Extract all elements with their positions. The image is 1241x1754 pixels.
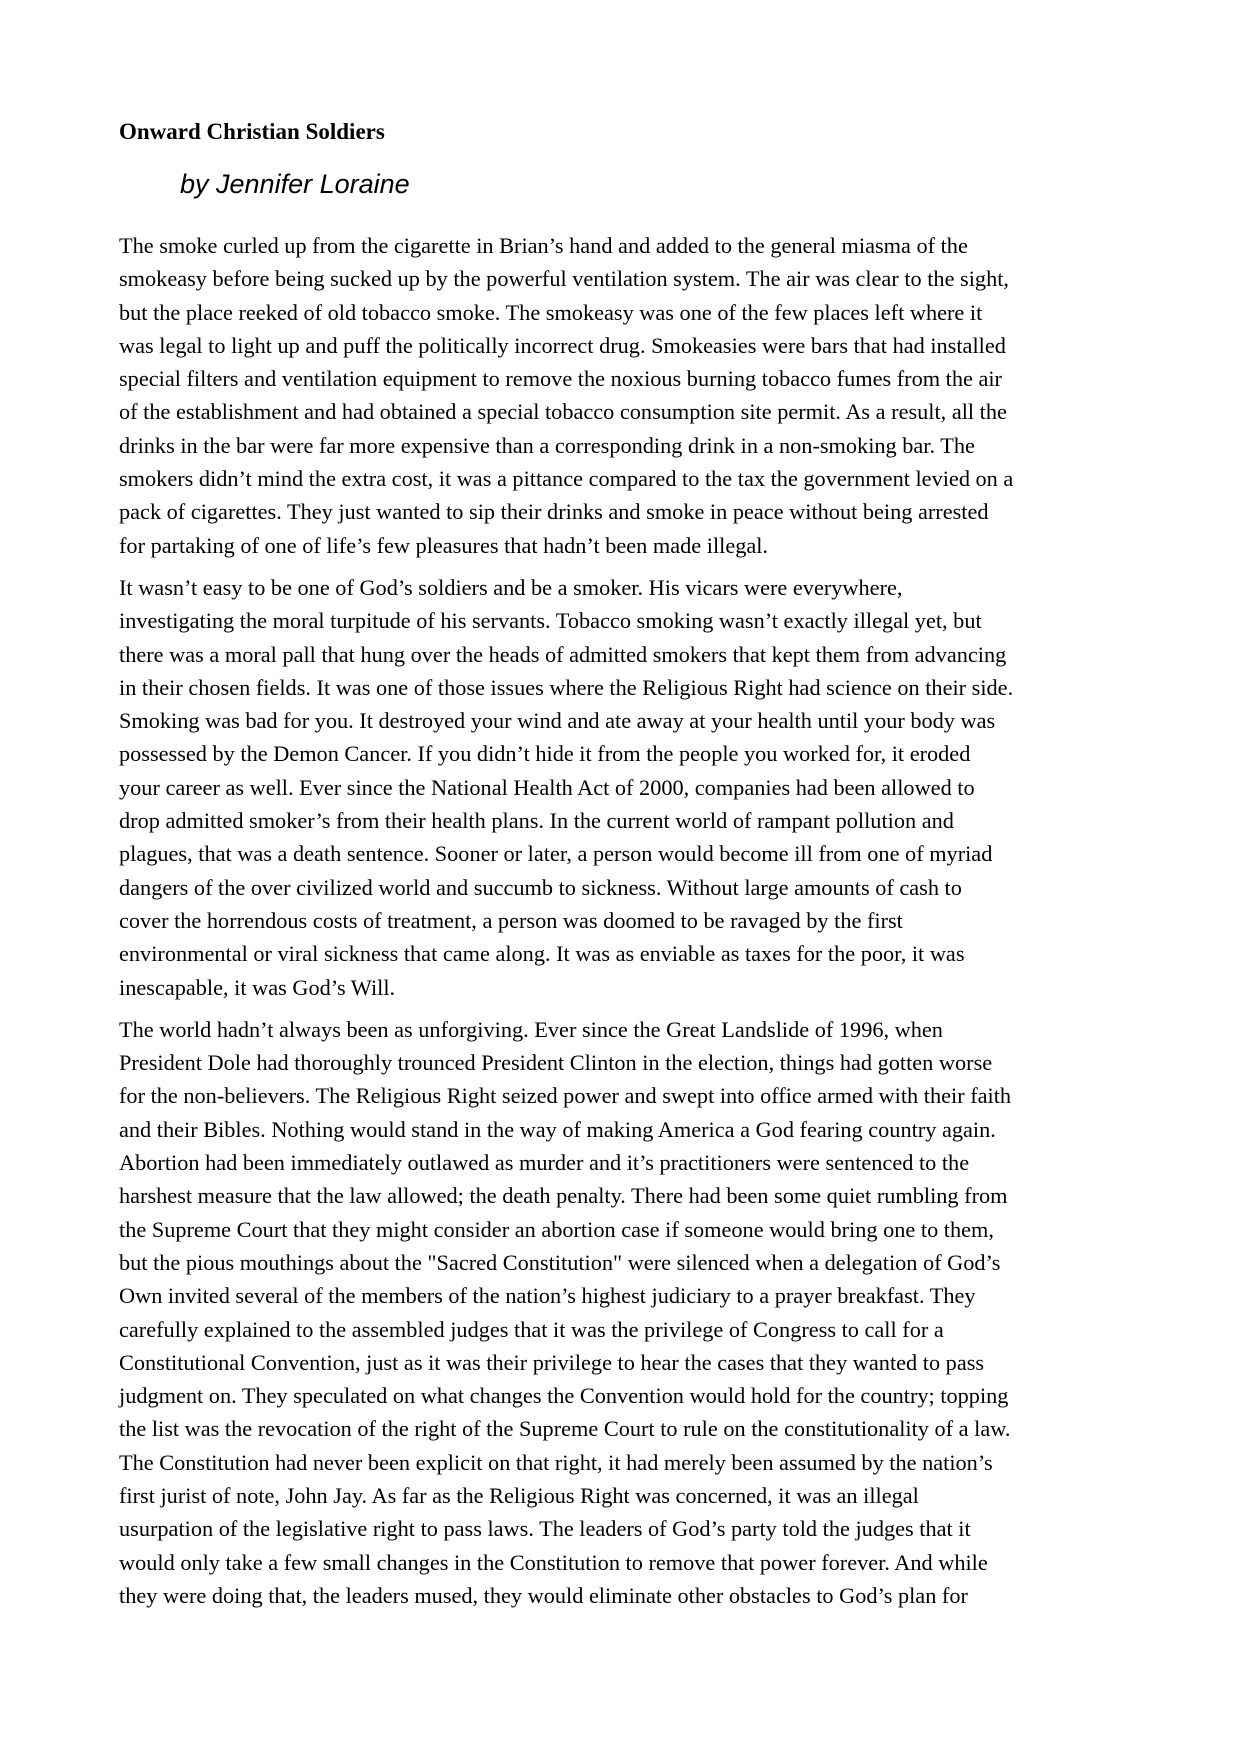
paragraph-2 (119, 571, 1129, 1004)
paragraph-3 (119, 1013, 1129, 1612)
text-line: smokers didn’t mind the extra cost, it was a pittance compared to the tax the government levied on a (119, 466, 1014, 492)
text-line: drop admitted smoker’s from their health plans. In the current world of rampant pollution and (119, 808, 954, 834)
text-line: Constitutional Convention, just as it was their privilege to hear the cases that they wanted to pass (119, 1349, 985, 1375)
text-line: The world hadn’t always been as unforgiving. Ever since the Great Landslide of 1996, when (119, 1016, 943, 1042)
text-line: The Constitution had never been explicit on that right, it had merely been assumed by the nation’s (119, 1449, 993, 1475)
text-line: and their Bibles. Nothing would stand in the way of making America a God fearing country again. (119, 1116, 996, 1142)
text-line: was legal to light up and puff the politically incorrect drug. Smokeasies were bars that had installed (119, 332, 1006, 358)
text-line: Abortion had been immediately outlawed as murder and it’s practitioners were sentenced to the (119, 1150, 970, 1176)
text-line: usurpation of the legislative right to pass laws. The leaders of God’s party told the judges that it (119, 1516, 971, 1542)
story-body (119, 229, 1129, 1621)
text-line: President Dole had thoroughly trounced President Clinton in the election, things had gotten worse (119, 1050, 993, 1076)
text-line: there was a moral pall that hung over the heads of admitted smokers that kept them from advancing (119, 641, 1007, 667)
text-line: the Supreme Court that they might consider an abortion case if someone would bring one to them, (119, 1216, 994, 1242)
text-line: for partaking of one of life’s few pleasures that hadn’t been made illegal. (119, 532, 769, 558)
text-line: environmental or viral sickness that came along. It was as enviable as taxes for the poor, it was (119, 941, 965, 967)
text-line: for the non-believers. The Religious Right seized power and swept into office armed with their faith (119, 1083, 1012, 1109)
text-line: in their chosen fields. It was one of those issues where the Religious Right had science on their side. (119, 674, 1014, 700)
text-line: carefully explained to the assembled judges that it was the privilege of Congress to call for a (119, 1316, 944, 1342)
text-line: It wasn’t easy to be one of God’s soldiers and be a smoker. His vicars were everywhere, (119, 574, 903, 600)
text-line: investigating the moral turpitude of his servants. Tobacco smoking wasn’t exactly illegal yet, but (119, 608, 982, 634)
author-byline: by Jennifer Loraine (180, 169, 410, 199)
text-line: cover the horrendous costs of treatment, a person was doomed to be ravaged by the first (119, 907, 903, 933)
text-line: drinks in the bar were far more expensive than a corresponding drink in a non-smoking bar. The (119, 432, 975, 458)
text-line: they were doing that, the leaders mused, they would eliminate other obstacles to God’s plan for (119, 1582, 968, 1608)
text-line: harshest measure that the law allowed; the death penalty. There had been some quiet rumbling from (119, 1183, 1008, 1209)
text-line: Smoking was bad for you. It destroyed your wind and ate away at your health until your body was (119, 708, 996, 734)
text-line: Own invited several of the members of the nation’s highest judiciary to a prayer breakfast. They (119, 1283, 976, 1309)
text-line: first jurist of note, John Jay. As far as the Religious Right was concerned, it was an illegal (119, 1482, 919, 1508)
text-line: plagues, that was a death sentence. Sooner or later, a person would become ill from one of myriad (119, 841, 993, 867)
text-line: The smoke curled up from the cigarette in Brian’s hand and added to the general miasma of the (119, 233, 968, 258)
text-line: special filters and ventilation equipment to remove the noxious burning tobacco fumes from the air (119, 366, 1002, 392)
text-line: smokeasy before being sucked up by the powerful ventilation system. The air was clear to the sight, (119, 266, 1009, 292)
text-line: judgment on. They speculated on what changes the Convention would hold for the country; topping (119, 1383, 1009, 1409)
document-title: Onward Christian Soldiers (119, 119, 385, 144)
text-line: dangers of the over civilized world and succumb to sickness. Without large amounts of cash to (119, 874, 962, 900)
paragraph-1 (119, 229, 1129, 562)
text-line: your career as well. Ever since the National Health Act of 2000, companies had been allowed to (119, 774, 975, 800)
text-line: but the pious mouthings about the "Sacred Constitution" were silenced when a delegation of God’s (119, 1249, 1001, 1275)
text-line: but the place reeked of old tobacco smoke. The smokeasy was one of the few places left where it (119, 299, 983, 325)
text-line: would only take a few small changes in the Constitution to remove that power forever. And while (119, 1549, 988, 1575)
text-line: of the establishment and had obtained a special tobacco consumption site permit. As a result, all the (119, 399, 1007, 425)
text-line: the list was the revocation of the right of the Supreme Court to rule on the constitutionality of a law. (119, 1416, 1011, 1442)
text-line: possessed by the Demon Cancer. If you didn’t hide it from the people you worked for, it eroded (119, 741, 971, 767)
text-line: inescapable, it was God’s Will. (119, 974, 396, 1000)
text-line: pack of cigarettes. They just wanted to sip their drinks and smoke in peace without being arrested (119, 499, 989, 525)
